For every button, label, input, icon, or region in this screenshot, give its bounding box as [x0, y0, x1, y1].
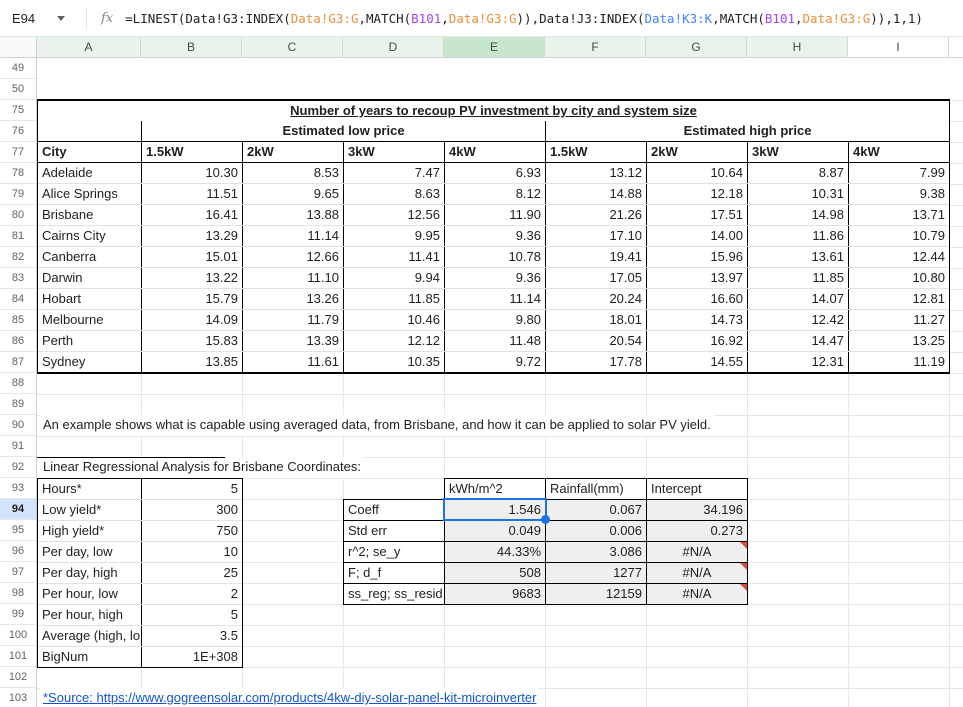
value-cell[interactable]: 12.44 [912, 249, 945, 264]
row-header-89[interactable]: 89 [0, 394, 36, 415]
recoup-row [38, 289, 949, 310]
value-cell[interactable]: 16.92 [647, 331, 748, 351]
column-headers [0, 37, 963, 58]
value-cell[interactable]: 12.42 [748, 310, 849, 330]
formula-token: , [795, 10, 803, 26]
row-header-96[interactable]: 96 [0, 541, 36, 562]
row-header-90[interactable]: 90 [0, 415, 36, 436]
active-cell-ref: E94 [12, 10, 36, 26]
linest-col-header[interactable]: kWh/m^2 [445, 479, 546, 499]
param-row [38, 542, 242, 563]
value-cell[interactable]: 13.12 [546, 163, 647, 183]
param-value-cell[interactable]: 25 [223, 565, 238, 580]
value-cell[interactable]: 14.47 [748, 331, 849, 351]
param-label-cell[interactable]: Per hour, high [38, 605, 142, 625]
linest-value-cell[interactable] [546, 521, 647, 541]
row-header-76[interactable]: 76 [0, 121, 36, 142]
formula-token: )),Data!J3:INDEX( [516, 10, 645, 26]
linest-data-row [445, 563, 747, 584]
linest-header-row [444, 478, 748, 500]
linest-value-cell[interactable] [445, 521, 546, 541]
value-cell[interactable]: 12.66 [243, 247, 344, 267]
column-header-F[interactable]: F [545, 37, 646, 58]
value-cell[interactable]: 13.22 [142, 268, 243, 288]
value-cell[interactable]: 10.78 [445, 247, 546, 267]
formula-token: Data!G3:G [802, 10, 871, 26]
regression-top-border [37, 457, 225, 458]
value-cell[interactable]: 10.80 [912, 270, 945, 285]
param-row [38, 584, 242, 605]
value-cell[interactable]: 11.19 [913, 354, 945, 369]
row-header-79[interactable]: 79 [0, 184, 36, 205]
value-cell[interactable]: 20.24 [546, 289, 647, 309]
value-cell[interactable]: 11.10 [243, 268, 344, 288]
linest-value-cell[interactable] [647, 500, 747, 520]
value-cell[interactable]: 11.79 [243, 310, 344, 330]
value-cell[interactable]: 17.05 [546, 268, 647, 288]
value-cell[interactable]: 9.94 [344, 268, 445, 288]
column-header-filler [949, 37, 963, 58]
city-cell[interactable]: Canberra [38, 247, 142, 267]
linest-value-cell[interactable] [647, 542, 747, 562]
recoup-col-header[interactable]: City [38, 142, 142, 162]
param-value-cell[interactable]: 3.5 [219, 628, 238, 643]
value-cell[interactable]: 15.83 [142, 331, 243, 351]
city-cell[interactable]: Alice Springs [38, 184, 142, 204]
value-cell[interactable]: 12.56 [344, 205, 445, 225]
param-label-cell[interactable]: Per day, low [38, 542, 142, 562]
formula-bar [0, 0, 963, 37]
formula-token: Data!G3:G [290, 10, 359, 26]
city-cell[interactable]: Darwin [38, 268, 142, 288]
formula-token: , [441, 10, 449, 26]
recoup-col-header[interactable]: 4kW [445, 142, 546, 162]
row-header-94[interactable]: 94 [0, 499, 36, 520]
recoup-row [38, 352, 949, 373]
value-cell[interactable]: 9.65 [243, 184, 344, 204]
formula-bar-divider [86, 7, 87, 29]
recoup-col-header[interactable]: 1.5kW [546, 142, 647, 162]
linest-value-cell[interactable] [445, 563, 546, 583]
row-header-102[interactable]: 102 [0, 667, 36, 688]
linest-value-cell[interactable] [546, 500, 647, 520]
linest-data-row [445, 542, 747, 563]
value-cell[interactable]: 8.12 [445, 184, 546, 204]
linest-value-cell[interactable] [647, 584, 747, 605]
city-cell[interactable]: Brisbane [38, 205, 142, 225]
city-cell[interactable]: Cairns City [38, 226, 142, 246]
value-cell[interactable]: 18.01 [546, 310, 647, 330]
formula-token: =LINEST(Data!G3:INDEX( [125, 10, 291, 26]
recoup-table-title[interactable]: Number of years to recoup PV investment by city and system size [290, 103, 697, 118]
value-cell[interactable]: 13.26 [243, 289, 344, 309]
linest-value: 0.273 [710, 523, 743, 538]
blank-rows-patch [37, 58, 963, 99]
recoup-col-header[interactable]: 2kW [647, 142, 748, 162]
value-cell[interactable]: 11.86 [748, 226, 849, 246]
linest-data-row [445, 521, 747, 542]
row-header-81[interactable]: 81 [0, 226, 36, 247]
column-header-I[interactable]: I [848, 37, 949, 58]
city-cell[interactable]: Hobart [38, 289, 142, 309]
value-cell[interactable]: 15.96 [647, 247, 748, 267]
fill-handle[interactable] [541, 515, 550, 524]
row-header-83[interactable]: 83 [0, 268, 36, 289]
param-row [38, 563, 242, 584]
recoup-row [38, 331, 949, 352]
column-header-C[interactable]: C [242, 37, 343, 58]
recoup-group-high[interactable]: Estimated high price [683, 123, 812, 138]
param-row [38, 647, 242, 668]
value-cell[interactable]: 9.36 [445, 226, 546, 246]
row-header-95[interactable]: 95 [0, 520, 36, 541]
value-cell[interactable]: 8.53 [243, 163, 344, 183]
column-header-G[interactable]: G [646, 37, 747, 58]
row-header-87[interactable]: 87 [0, 352, 36, 373]
linest-row-label[interactable]: Coeff [344, 500, 444, 521]
value-cell[interactable]: 11.48 [445, 331, 546, 351]
param-label-cell[interactable]: Hours* [38, 479, 142, 499]
param-label-cell[interactable]: Per day, high [38, 563, 142, 583]
value-cell[interactable]: 9.95 [344, 226, 445, 246]
value-cell[interactable]: 10.46 [344, 310, 445, 330]
value-cell[interactable]: 17.10 [546, 226, 647, 246]
value-cell[interactable]: 11.51 [142, 184, 243, 204]
value-cell[interactable]: 9.72 [445, 352, 546, 373]
linest-row-label[interactable]: r^2; se_y [344, 542, 444, 563]
sheet-grid[interactable] [37, 58, 963, 707]
value-cell[interactable]: 13.29 [142, 226, 243, 246]
source-link[interactable]: *Source: https://www.gogreensolar.com/products/4kw-diy-solar-panel-kit-microinverter [40, 688, 539, 707]
param-row [38, 500, 242, 521]
linest-value: #N/A [682, 565, 712, 580]
value-cell[interactable]: 10.30 [142, 163, 243, 183]
recoup-col-header[interactable]: 2kW [243, 142, 344, 162]
row-header-92[interactable]: 92 [0, 457, 36, 478]
linest-value-cell[interactable] [647, 563, 747, 583]
linest-value: 0.049 [508, 523, 541, 538]
formula-token: Data!G3:G [448, 10, 517, 26]
value-cell[interactable]: 11.27 [913, 312, 945, 327]
param-value-cell[interactable]: 2 [230, 586, 238, 601]
param-label-cell[interactable]: Average (high, lo [38, 626, 142, 646]
linest-value: 12159 [605, 586, 642, 601]
recoup-table [37, 99, 950, 374]
row-headers [0, 58, 37, 707]
column-header-B[interactable]: B [141, 37, 242, 58]
linest-data-row [445, 500, 747, 521]
linest-value-cell[interactable] [647, 521, 747, 541]
linest-value: 1.546 [508, 502, 541, 517]
recoup-row [38, 184, 949, 205]
param-value-cell[interactable]: 300 [216, 502, 238, 517]
param-value-cell[interactable]: 1E+308 [192, 649, 238, 664]
param-value-cell[interactable]: 5 [230, 481, 238, 496]
recoup-table-body [38, 163, 949, 373]
note-cell[interactable]: An example shows what is capable using averaged data, from Brisbane, and how it can be applied to solar PV yield. [40, 415, 714, 436]
value-cell[interactable]: 16.41 [142, 205, 243, 225]
linest-value: 1277 [613, 565, 642, 580]
value-cell[interactable]: 12.81 [912, 291, 945, 306]
value-cell[interactable]: 17.51 [647, 205, 748, 225]
param-label-cell[interactable]: Low yield* [38, 500, 142, 520]
value-cell[interactable]: 9.38 [919, 186, 945, 201]
formula-token: B101 [411, 10, 442, 26]
linest-value-cell[interactable] [445, 542, 546, 562]
value-cell[interactable]: 14.98 [748, 205, 849, 225]
value-cell[interactable]: 17.78 [546, 352, 647, 373]
linest-value: #N/A [682, 544, 712, 559]
recoup-row [38, 268, 949, 289]
fx-icon: fx [101, 10, 114, 26]
linest-value: #N/A [682, 586, 712, 601]
row-header-86[interactable]: 86 [0, 331, 36, 352]
value-cell[interactable]: 9.36 [445, 268, 546, 288]
recoup-col-header[interactable]: 4kW [853, 144, 880, 159]
value-cell[interactable]: 14.55 [647, 352, 748, 373]
name-box-dropdown-icon[interactable] [57, 16, 65, 21]
param-value-cell[interactable]: 5 [230, 607, 238, 622]
value-cell[interactable]: 11.14 [243, 226, 344, 246]
row-header-91[interactable]: 91 [0, 436, 36, 457]
value-cell[interactable]: 10.64 [647, 163, 748, 183]
value-cell[interactable]: 10.35 [344, 352, 445, 373]
recoup-row [38, 163, 949, 184]
linest-row-label[interactable]: F; d_f [344, 563, 444, 584]
formula-token: B101 [764, 10, 795, 26]
city-cell[interactable]: Perth [38, 331, 142, 351]
row-header-88[interactable]: 88 [0, 373, 36, 394]
value-cell[interactable]: 11.85 [344, 289, 445, 309]
value-cell[interactable]: 8.87 [748, 163, 849, 183]
linest-value: 9683 [512, 586, 541, 601]
row-header-93[interactable]: 93 [0, 478, 36, 499]
row-header-75[interactable]: 75 [0, 100, 36, 121]
recoup-row [38, 247, 949, 268]
row-header-97[interactable]: 97 [0, 562, 36, 583]
city-cell[interactable]: Adelaide [38, 163, 142, 183]
city-cell[interactable]: Sydney [38, 352, 142, 373]
value-cell[interactable]: 11.90 [445, 205, 546, 225]
value-cell[interactable]: 11.61 [243, 352, 344, 373]
row-header-78[interactable]: 78 [0, 163, 36, 184]
value-cell[interactable]: 7.99 [919, 165, 945, 180]
param-label-cell[interactable]: Per hour, low [38, 584, 142, 604]
gridline [37, 436, 963, 437]
value-cell[interactable]: 9.80 [445, 310, 546, 330]
value-cell[interactable]: 13.97 [647, 268, 748, 288]
value-cell[interactable]: 8.63 [344, 184, 445, 204]
row-header-101[interactable]: 101 [0, 646, 36, 667]
formula-token: ,MATCH( [358, 10, 412, 26]
value-cell[interactable]: 13.25 [912, 333, 945, 348]
linest-label-column [343, 499, 445, 605]
recoup-corner-cell[interactable] [38, 121, 142, 141]
recoup-col-header[interactable]: 1.5kW [142, 142, 243, 162]
city-cell[interactable]: Melbourne [38, 310, 142, 330]
column-header-A[interactable]: A [37, 37, 141, 58]
value-cell[interactable]: 15.01 [142, 247, 243, 267]
recoup-row [38, 205, 949, 226]
recoup-group-low[interactable]: Estimated low price [142, 121, 546, 141]
value-cell[interactable]: 11.14 [445, 289, 546, 309]
param-row [38, 605, 242, 626]
row-header-49[interactable]: 49 [0, 58, 36, 79]
param-row [38, 521, 242, 542]
value-cell[interactable]: 15.79 [142, 289, 243, 309]
recoup-col-header[interactable]: 3kW [344, 142, 445, 162]
regression-heading-cell[interactable]: Linear Regressional Analysis for Brisbane Coordinates: [40, 457, 364, 478]
linest-value-cell[interactable] [546, 542, 647, 562]
row-header-77[interactable]: 77 [0, 142, 36, 163]
value-cell[interactable]: 13.61 [748, 247, 849, 267]
column-header-E[interactable]: E [444, 37, 545, 58]
value-cell[interactable]: 14.73 [647, 310, 748, 330]
linest-value: 0.006 [609, 523, 642, 538]
recoup-group-header-row [38, 121, 949, 142]
regression-params-table [37, 478, 243, 668]
recoup-column-header-row [38, 142, 949, 163]
value-cell[interactable]: 16.60 [647, 289, 748, 309]
param-row [38, 626, 242, 647]
param-value-cell[interactable]: 750 [216, 523, 238, 538]
row-header-50[interactable]: 50 [0, 79, 36, 100]
value-cell[interactable]: 13.39 [243, 331, 344, 351]
recoup-row [38, 226, 949, 247]
linest-value: 44.33% [496, 544, 541, 559]
value-cell[interactable]: 13.88 [243, 205, 344, 225]
column-header-D[interactable]: D [343, 37, 444, 58]
formula-token: )),1,1) [870, 10, 923, 26]
value-cell[interactable]: 11.85 [748, 268, 849, 288]
recoup-col-header[interactable]: 3kW [748, 142, 849, 162]
linest-value: 3.086 [609, 544, 642, 559]
recoup-row [38, 310, 949, 331]
param-label-cell[interactable]: BigNum [38, 647, 142, 668]
gridline [37, 394, 963, 395]
linest-row-label[interactable]: ss_reg; ss_resid [348, 586, 443, 601]
column-header-H[interactable]: H [747, 37, 848, 58]
row-header-82[interactable]: 82 [0, 247, 36, 268]
linest-value-cell[interactable] [445, 584, 546, 605]
row-header-100[interactable]: 100 [0, 625, 36, 646]
error-corner-icon [740, 563, 747, 570]
linest-value-cell[interactable] [546, 563, 647, 583]
value-cell[interactable]: 14.09 [142, 310, 243, 330]
value-cell[interactable]: 19.41 [546, 247, 647, 267]
linest-row-label[interactable]: Std err [344, 521, 444, 542]
param-label-cell[interactable]: High yield* [38, 521, 142, 541]
row-header-98[interactable]: 98 [0, 583, 36, 604]
value-cell[interactable]: 21.26 [546, 205, 647, 225]
row-header-80[interactable]: 80 [0, 205, 36, 226]
select-all-corner[interactable] [0, 37, 37, 58]
value-cell[interactable]: 13.85 [142, 352, 243, 373]
value-cell[interactable]: 12.31 [748, 352, 849, 373]
row-header-84[interactable]: 84 [0, 289, 36, 310]
value-cell[interactable]: 13.71 [912, 207, 945, 222]
linest-value-cell[interactable] [445, 500, 546, 520]
value-cell[interactable]: 6.93 [445, 163, 546, 183]
formula-token: Data!K3:K [644, 10, 713, 26]
value-cell[interactable]: 12.18 [647, 184, 748, 204]
error-corner-icon [740, 542, 747, 549]
value-cell[interactable]: 12.12 [344, 331, 445, 351]
linest-data-row [445, 584, 747, 605]
linest-value-cell[interactable] [546, 584, 647, 605]
linest-value: 0.067 [609, 502, 642, 517]
row-header-99[interactable]: 99 [0, 604, 36, 625]
value-cell[interactable]: 14.88 [546, 184, 647, 204]
linest-col-header[interactable]: Rainfall(mm) [546, 479, 647, 499]
param-row [38, 479, 242, 500]
formula-token: ,MATCH( [712, 10, 765, 26]
value-cell[interactable]: 20.54 [546, 331, 647, 351]
linest-value: 34.196 [703, 502, 743, 517]
value-cell[interactable]: 10.79 [912, 228, 945, 243]
row-header-85[interactable]: 85 [0, 310, 36, 331]
value-cell[interactable]: 10.31 [748, 184, 849, 204]
error-corner-icon [740, 584, 747, 591]
param-value-cell[interactable]: 10 [223, 544, 238, 559]
row-header-103[interactable]: 103 [0, 688, 36, 707]
linest-value: 508 [519, 565, 541, 580]
value-cell[interactable]: 14.07 [748, 289, 849, 309]
formula-input[interactable] [125, 11, 963, 26]
value-cell[interactable]: 11.41 [344, 247, 445, 267]
value-cell[interactable]: 7.47 [344, 163, 445, 183]
value-cell[interactable]: 14.00 [647, 226, 748, 246]
linest-output-range [444, 499, 748, 605]
linest-col-header[interactable]: Intercept [651, 481, 702, 496]
name-box[interactable] [0, 11, 86, 26]
